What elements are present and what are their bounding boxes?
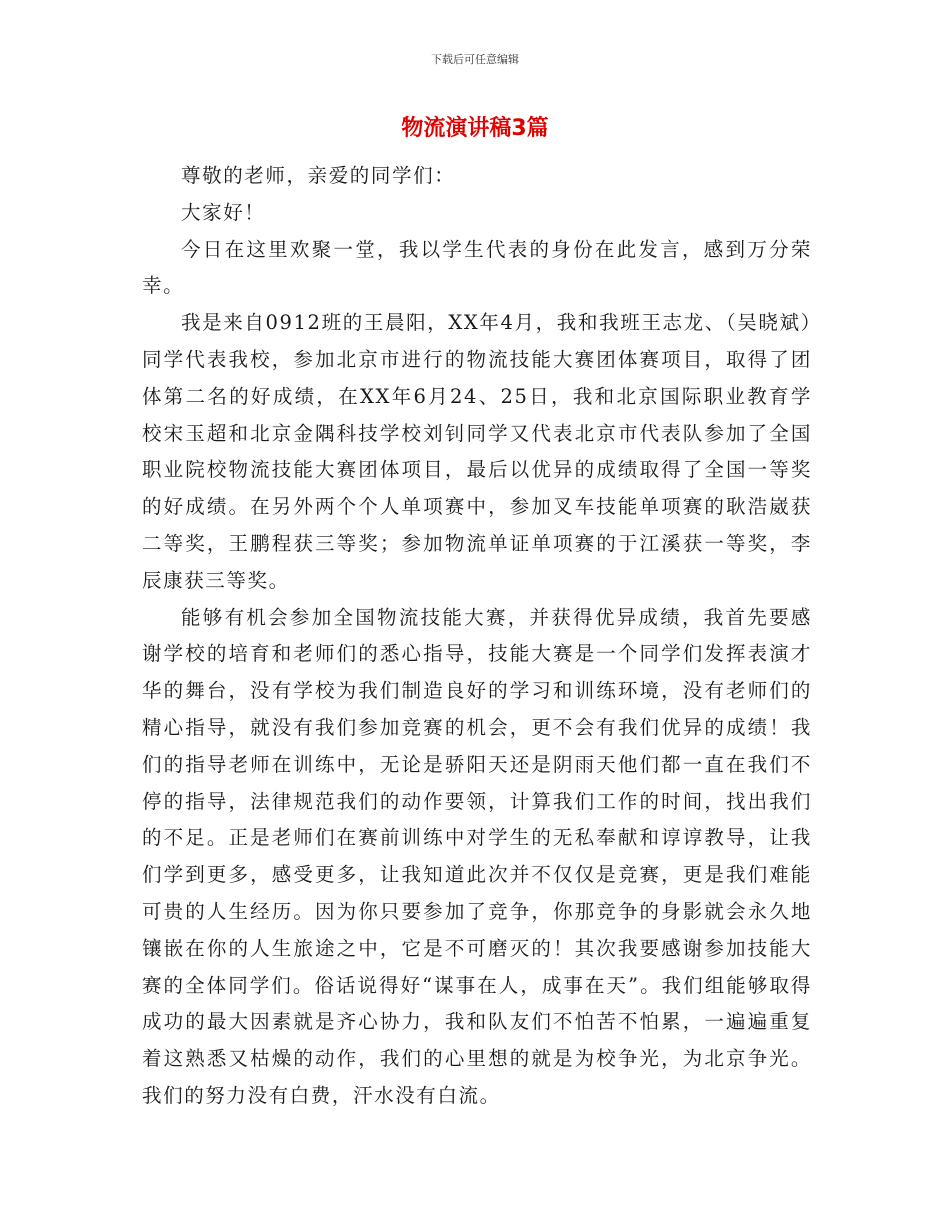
- paragraph-thanks: 能够有机会参加全国物流技能大赛，并获得优异成绩，我首先要感谢学校的培育和老师们的悉心指导，技能大赛是一个同学们发挥表演才华的舞台，没有学校为我们制造良好的学习和训练环境，没有老师们的精心指导，就没有我们参加竞赛的机会，更不会有我们优异的成绩！我们的指导老师在训练中，无论是骄阳天还是阴雨天他们都一直在我们不停的指导，法律规范我们的动作要领，计算我们工作的时间，找出我们的不足。正是老师们在赛前训练中对学生的无私奉献和谆谆教导，让我们学到更多，感受更多，让我知道此次并不仅仅是竞赛，更是我们难能可贵的人生经历。因为你只要参加了竞争，你那竞争的身影就会永久地镶嵌在你的人生旅途之中，它是不可磨灭的！其次我要感谢参加技能大赛的全体同学们。俗话说得好“谋事在人，成事在天”。我们组能够取得成功的最大因素就是齐心协力，我和队友们不怕苦不怕累，一遍遍重复着这熟悉又枯燥的动作，我们的心里想的就是为校争光，为北京争光。我们的努力没有白费，汗水没有白流。: [142, 605, 812, 1107]
- document-body: [142, 158, 812, 1115]
- paragraph-achievements: 我是来自0912班的王晨阳，XX年4月，我和我班王志龙、（吴晓斌）同学代表我校，参加北京市进行的物流技能大赛团体赛项目，取得了团体第二名的好成绩，在XX年6月24、25日，我和北京国际职业教育学校宋玉超和北京金隅科技学校刘钊同学又代表北京市代表队参加了全国职业院校物流技能大赛团体项目，最后以优异的成绩取得了全国一等奖的好成绩。在另外两个个人单项赛中，参加叉车技能单项赛的耿浩崴获二等奖，王鹏程获三等奖；参加物流单证单项赛的于江溪获一等奖，李辰康获三等奖。: [142, 311, 812, 592]
- document-title: 物流演讲稿3篇: [401, 116, 549, 141]
- paragraph-salutation: 尊敬的老师，亲爱的同学们：: [181, 164, 456, 187]
- paragraph-intro: 今日在这里欢聚一堂，我以学生代表的身份在此发言，感到万分荣幸。: [142, 237, 812, 298]
- paragraph-greeting: 大家好！: [181, 200, 266, 224]
- page-header-note: 下载后可任意编辑: [431, 53, 519, 66]
